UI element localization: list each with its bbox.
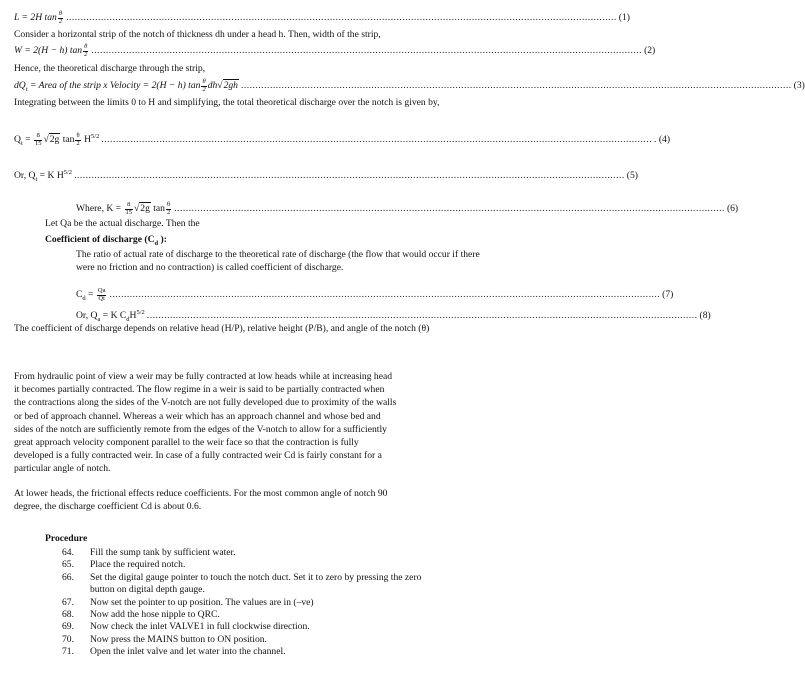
equation-1-lhs: L = 2H tan $\frac{\theta}{2}$	[14, 10, 63, 25]
equation-1	[14, 10, 630, 25]
let-qa-text: Let Qa be the actual discharge. Then the	[45, 218, 200, 229]
procedure-step: 66. Set the digital gauge pointer to touch the notch duct. Set it to zero by pressing the zero button on digital depth gauge.	[62, 571, 422, 596]
paragraph-line: degree, the discharge coefficient Cd is about 0.6.	[14, 501, 202, 513]
equation-5-number: (5)	[626, 170, 638, 181]
coefficient-heading: Coefficient of discharge ($C_d$ ):	[45, 234, 167, 247]
equation-8-number: (8)	[699, 310, 711, 321]
paragraph-line: developed is a fully contracted weir. In case of a fully contracted weir Cd is fairly constant for a	[14, 450, 382, 462]
leader-dots: ..............................................................................................................................................................................................	[174, 203, 725, 215]
paragraph-line: great approach velocity component parallel to the weir face so that the contraction is fully	[14, 437, 359, 449]
equation-6-number: (6)	[726, 203, 739, 215]
procedure-step: 69. Now check the inlet VALVE1 in full clockwise direction.	[62, 621, 310, 633]
equation-7-number: (7)	[662, 289, 674, 301]
leader-dots: ..............................................................................................................................................................................................	[66, 12, 617, 24]
procedure-heading: Procedure	[45, 533, 88, 544]
leader-dots: ..............................................................................................................................................................................................	[101, 134, 653, 146]
leader-dots: ..............................................................................................................................................................................................	[146, 310, 698, 321]
equation-8	[76, 308, 711, 323]
hence-text: Hence, the theoretical discharge through the strip,	[14, 63, 206, 74]
paragraph-line: From hydraulic point of view a weir may be fully contracted at low heads while at increasing head	[14, 371, 393, 382]
equation-3	[14, 78, 805, 94]
leader-dots: ..............................................................................................................................................................................................	[109, 289, 661, 301]
leader-dots: ..............................................................................................................................................................................................	[240, 80, 792, 92]
equation-6-lhs: Where, K = $\frac{8}{15}$ √2g tan $\frac{\theta}{2}$	[76, 201, 171, 216]
integrating-text: Integrating between the limits 0 to H and simplifying, the total theoretical discharge over the notch is given by,	[14, 97, 440, 108]
equation-1-number: (1)	[618, 12, 630, 24]
paragraph-line: particular angle of notch.	[14, 463, 111, 475]
procedure-step: 67. Now set the pointer to up position. The values are in (–ve)	[62, 596, 314, 608]
equation-7-lhs: $C_d$ = $\frac{Qa}{Qt}$	[76, 287, 106, 303]
paragraph-line: sides of the notch are sufficiently remote from the edges of the V-notch to allow for a sufficiently	[14, 423, 387, 435]
strip-intro-text: Consider a horizontal strip of the notch of thickness dh under a head h. Then, width of the strip,	[14, 29, 381, 40]
paragraph-line: or bed of approach channel. Whereas a weir which has an approach channel and whose bed and	[14, 410, 381, 422]
equation-3-lhs: $dQ_t$ = Area of the strip x Velocity = 2(H − h) tan $\frac{\theta}{2}$ dh√2gh	[14, 78, 238, 94]
equation-7	[76, 287, 674, 303]
equation-3-number: (3)	[793, 80, 805, 92]
equation-2-number: (2)	[644, 45, 656, 57]
leader-dots: ..............................................................................................................................................................................................	[74, 170, 625, 181]
equation-2-lhs: W = 2(H − h) tan $\frac{\theta}{2}$	[14, 43, 88, 58]
equation-4-lhs: $Q_t$ = $\frac{8}{15}$ √2g tan $\frac{\theta}{2}$ $H^{5/2}$	[14, 132, 100, 148]
paragraph-line: it becomes partially contracted. The flow regime in a weir is said to be partially contracted when	[14, 384, 385, 396]
equation-6	[76, 201, 739, 216]
weir-contraction-paragraph	[14, 370, 498, 476]
procedure-step: 65. Place the required notch.	[62, 559, 186, 571]
equation-4	[14, 132, 671, 148]
procedure-step: 68. Now add the hose nipple to QRC.	[62, 609, 220, 621]
coefficient-depends-text: The coefficient of discharge depends on relative head (H/P), relative height (P/B), and angle of the notch (θ)	[14, 323, 430, 334]
lower-heads-paragraph	[14, 487, 498, 513]
equation-4-number: . (4)	[654, 134, 671, 146]
coefficient-definition: The ratio of actual rate of discharge to the theoretical rate of discharge (the flow that would occur if there were no friction and no contraction) is called coefficient of discharge.	[76, 249, 480, 274]
equation-5-lhs: Or, $Q_t = K$ $H^{5/2}$	[14, 168, 73, 183]
equation-5	[14, 168, 638, 183]
paragraph-line: At lower heads, the frictional effects reduce coefficients. For the most common angle of notch 90	[14, 488, 388, 499]
procedure-step: 70. Now press the MAINS button to ON position.	[62, 633, 267, 645]
equation-8-lhs: Or, $Q_a = K$ $C_dH^{5/2}$	[76, 308, 145, 323]
procedure-list	[62, 547, 502, 659]
procedure-step: 71. Open the inlet valve and let water into the channel.	[62, 646, 286, 658]
paragraph-line: the contractions along the sides of the V-notch are not fully developed due to proximity of the walls	[14, 397, 397, 409]
leader-dots: ..............................................................................................................................................................................................	[91, 45, 643, 57]
equation-2	[14, 43, 656, 58]
procedure-step: 64. Fill the sump tank by sufficient water.	[62, 547, 236, 558]
